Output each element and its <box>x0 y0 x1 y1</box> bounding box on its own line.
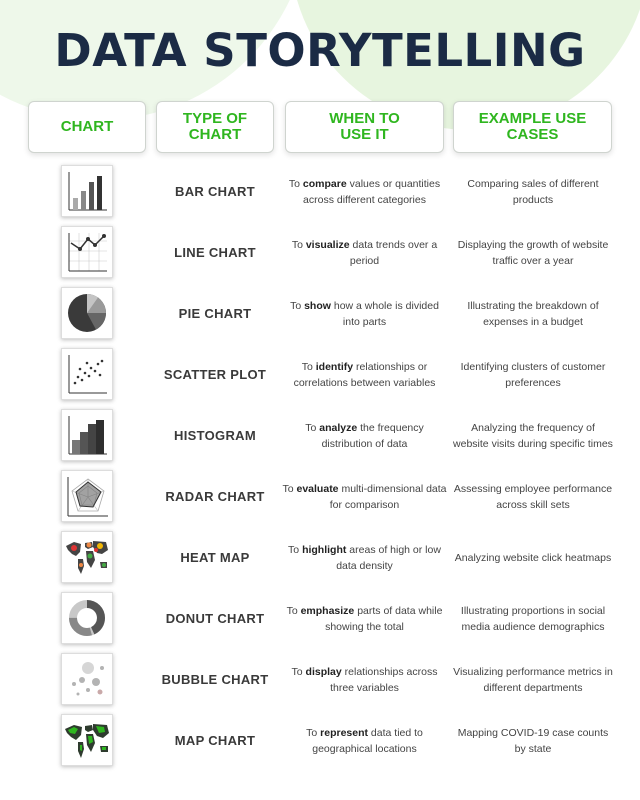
example-use-text: Displaying the growth of website traffic over a year <box>457 238 609 267</box>
header-type-line2: CHART <box>188 126 242 143</box>
when-verb: emphasize <box>300 604 355 617</box>
table-row <box>0 344 640 405</box>
header-use-line1: EXAMPLE USE <box>478 110 587 127</box>
example-use-text: Analyzing website click heatmaps <box>454 551 612 564</box>
pie-chart-icon <box>61 287 113 339</box>
when-prefix: To <box>306 726 321 739</box>
chart-type-name: LINE CHART <box>174 245 256 260</box>
when-to-use-text <box>282 283 447 344</box>
header-when-line1: WHEN TO <box>329 110 400 127</box>
when-suffix: parts of data while showing the total <box>325 604 443 633</box>
chart-type-name: RADAR CHART <box>165 489 265 504</box>
when-suffix: data trends over a period <box>349 238 438 267</box>
table-row <box>0 649 640 710</box>
when-suffix: relationships or correlations between variables <box>293 360 436 389</box>
when-to-use-text <box>282 466 447 527</box>
table-row <box>0 222 640 283</box>
header-when-to-use <box>285 101 444 153</box>
header-chart-label: CHART <box>60 118 114 135</box>
table-row <box>0 588 640 649</box>
example-use-text: Visualizing performance metrics in different departments <box>453 665 613 694</box>
when-suffix: values or quantities across different categories <box>303 177 441 206</box>
when-to-use-text <box>282 161 447 222</box>
when-suffix: data tied to geographical locations <box>312 726 423 755</box>
bar-chart-icon <box>61 165 113 217</box>
table-row <box>0 405 640 466</box>
example-use-text: Comparing sales of different products <box>467 177 599 206</box>
when-suffix: the frequency distribution of data <box>321 421 424 450</box>
when-to-use-text <box>282 222 447 283</box>
chart-type-name: HISTOGRAM <box>174 428 256 443</box>
line-chart-icon <box>61 226 113 278</box>
example-use-text: Mapping COVID-19 case counts by state <box>457 726 609 755</box>
when-to-use-text <box>282 344 447 405</box>
when-prefix: To <box>301 360 316 373</box>
header-type-of-chart <box>156 101 274 153</box>
when-to-use-text <box>282 527 447 588</box>
page-title: DATA STORYTELLING <box>54 24 586 77</box>
radar-chart-icon <box>61 470 113 522</box>
table-row <box>0 283 640 344</box>
when-prefix: To <box>282 482 297 495</box>
when-verb: compare <box>302 177 347 190</box>
when-prefix: To <box>290 299 305 312</box>
when-verb: show <box>304 299 331 312</box>
bubble-chart-icon <box>61 653 113 705</box>
table-row <box>0 466 640 527</box>
histogram-icon <box>61 409 113 461</box>
chart-type-name: BUBBLE CHART <box>161 672 269 687</box>
when-suffix: how a whole is divided into parts <box>330 299 439 328</box>
header-when-line2: USE IT <box>340 126 389 143</box>
when-to-use-text <box>282 588 447 649</box>
when-verb: display <box>305 665 342 678</box>
when-prefix: To <box>305 421 320 434</box>
table-row <box>0 710 640 771</box>
when-verb: evaluate <box>296 482 339 495</box>
when-suffix: relationships across three variables <box>330 665 438 694</box>
when-verb: highlight <box>302 543 347 556</box>
example-use-text: Illustrating proportions in social media audience demographics <box>460 604 606 633</box>
table-row <box>0 527 640 588</box>
example-use-text: Analyzing the frequency of website visits during specific times <box>453 421 613 450</box>
when-verb: identify <box>315 360 354 373</box>
chart-type-name: SCATTER PLOT <box>163 367 267 382</box>
header-chart <box>28 101 146 153</box>
donut-chart-icon <box>61 592 113 644</box>
when-verb: analyze <box>319 421 358 434</box>
when-to-use-text <box>282 710 447 771</box>
example-use-text: Illustrating the breakdown of expenses in a budget <box>467 299 599 328</box>
header-example-use-cases <box>453 101 612 153</box>
when-to-use-text <box>282 405 447 466</box>
example-use-text: Assessing employee performance across skill sets <box>453 482 613 511</box>
chart-type-name: MAP CHART <box>174 733 256 748</box>
when-prefix: To <box>291 665 306 678</box>
when-prefix: To <box>291 238 306 251</box>
header-type-line1: TYPE OF <box>182 110 248 127</box>
scatter-plot-icon <box>61 348 113 400</box>
when-verb: represent <box>320 726 368 739</box>
when-to-use-text <box>282 649 447 710</box>
when-prefix: To <box>288 177 303 190</box>
when-suffix: multi-dimensional data for comparison <box>329 482 447 511</box>
table-row <box>0 161 640 222</box>
chart-type-name: BAR CHART <box>175 184 255 199</box>
header-use-line2: CASES <box>506 126 559 143</box>
when-suffix: areas of high or low data density <box>336 543 441 572</box>
chart-type-name: PIE CHART <box>178 306 252 321</box>
chart-type-name: HEAT MAP <box>180 550 250 565</box>
when-prefix: To <box>288 543 303 556</box>
chart-type-name: DONUT CHART <box>165 611 265 626</box>
example-use-text: Identifying clusters of customer preferences <box>460 360 606 389</box>
map-chart-icon <box>61 714 113 766</box>
when-prefix: To <box>286 604 301 617</box>
chart-guide-table <box>0 161 640 771</box>
heat-map-icon <box>61 531 113 583</box>
when-verb: visualize <box>305 238 350 251</box>
